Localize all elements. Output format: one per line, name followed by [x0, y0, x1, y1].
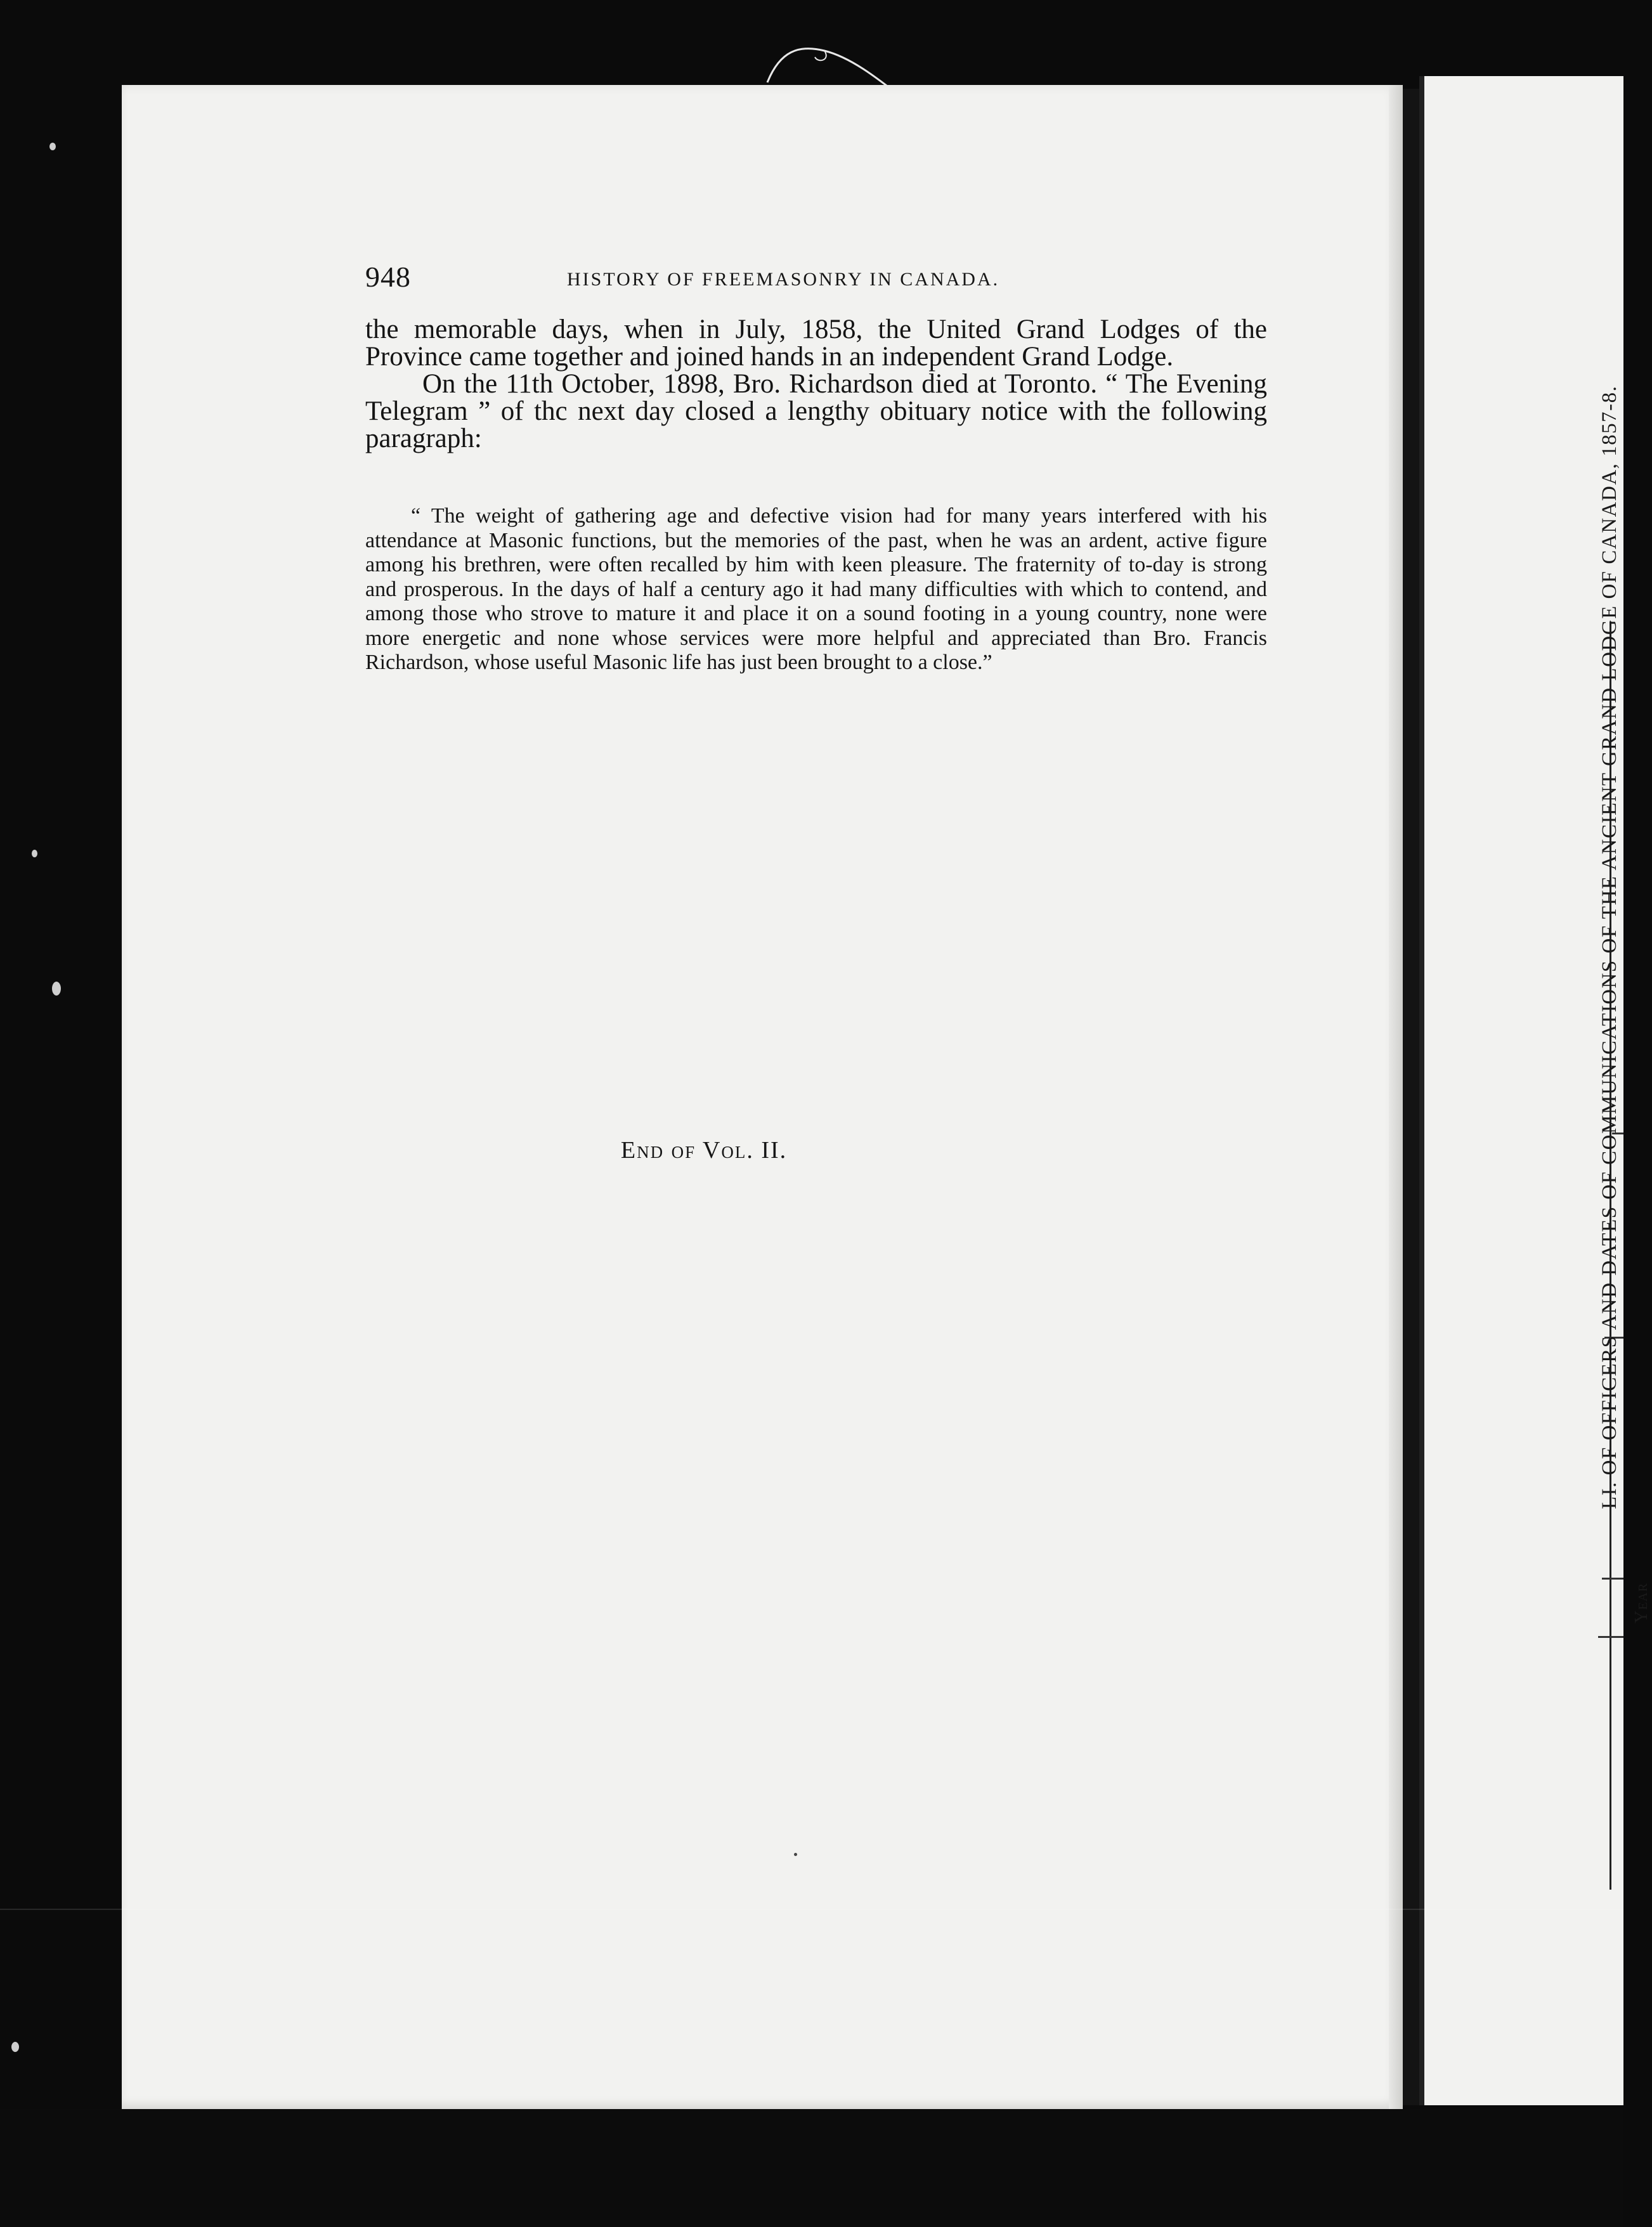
- scanner-artifact-line: [0, 1909, 1623, 1910]
- page-header: [365, 260, 1267, 292]
- right-page-edge: [1419, 76, 1424, 2105]
- end-of-volume-text: End of Vol. II.: [620, 1137, 788, 1164]
- table-tick: [1602, 1578, 1623, 1580]
- edge-speck: [11, 2042, 19, 2052]
- adjacent-page-year-label: Year: [1632, 1582, 1651, 1623]
- paragraph: the memorable days, when in July, 1858, the United Grand Lodges of the Province came together and joined hands in an independent Grand Lodge.: [365, 315, 1267, 372]
- end-of-volume-note: [0, 1136, 1623, 1164]
- paragraph: On the 11th October, 1898, Bro. Richardson died at Toronto. “ The Evening Telegram ” of thc next day closed a lengthy obituary notice with the following paragraph:: [365, 369, 1267, 453]
- scanner-bottom-band: [0, 2109, 1623, 2227]
- adjacent-page-rotated-title: LI. OF OFFICERS AND DATES OF COMMUNICATIONS OF THE ANCIENT GRAND LODGE OF CANADA, 1857-8.: [1598, 385, 1621, 1509]
- table-tick: [1598, 1636, 1623, 1638]
- edge-speck: [49, 143, 56, 150]
- edge-speck: [32, 850, 37, 857]
- right-page: [1422, 76, 1623, 2105]
- edge-speck: [52, 982, 61, 996]
- running-head: HISTORY OF FREEMASONRY IN CANADA.: [567, 269, 1000, 290]
- page-number: 948: [365, 261, 411, 293]
- page-speck: [794, 1853, 797, 1856]
- block-quotation: “ The weight of gathering age and defective vision had for many years interfered with his attendance at Masonic functions, but the memories of the past, when he was an ardent, active figure among his brethren, were often recalled by him with keen pleasure. The fraternity of to-day is strong and prosperous. In the days of half a century ago it had many difficulties with which to contend, and among those who strove to mature it and place it on a sound footing in a young country, none were more energetic and none whose services were more helpful and appreciated than Bro. Francis Richardson, whose useful Masonic life has just been brought to a close.”: [365, 504, 1267, 674]
- body-text: [365, 316, 1267, 452]
